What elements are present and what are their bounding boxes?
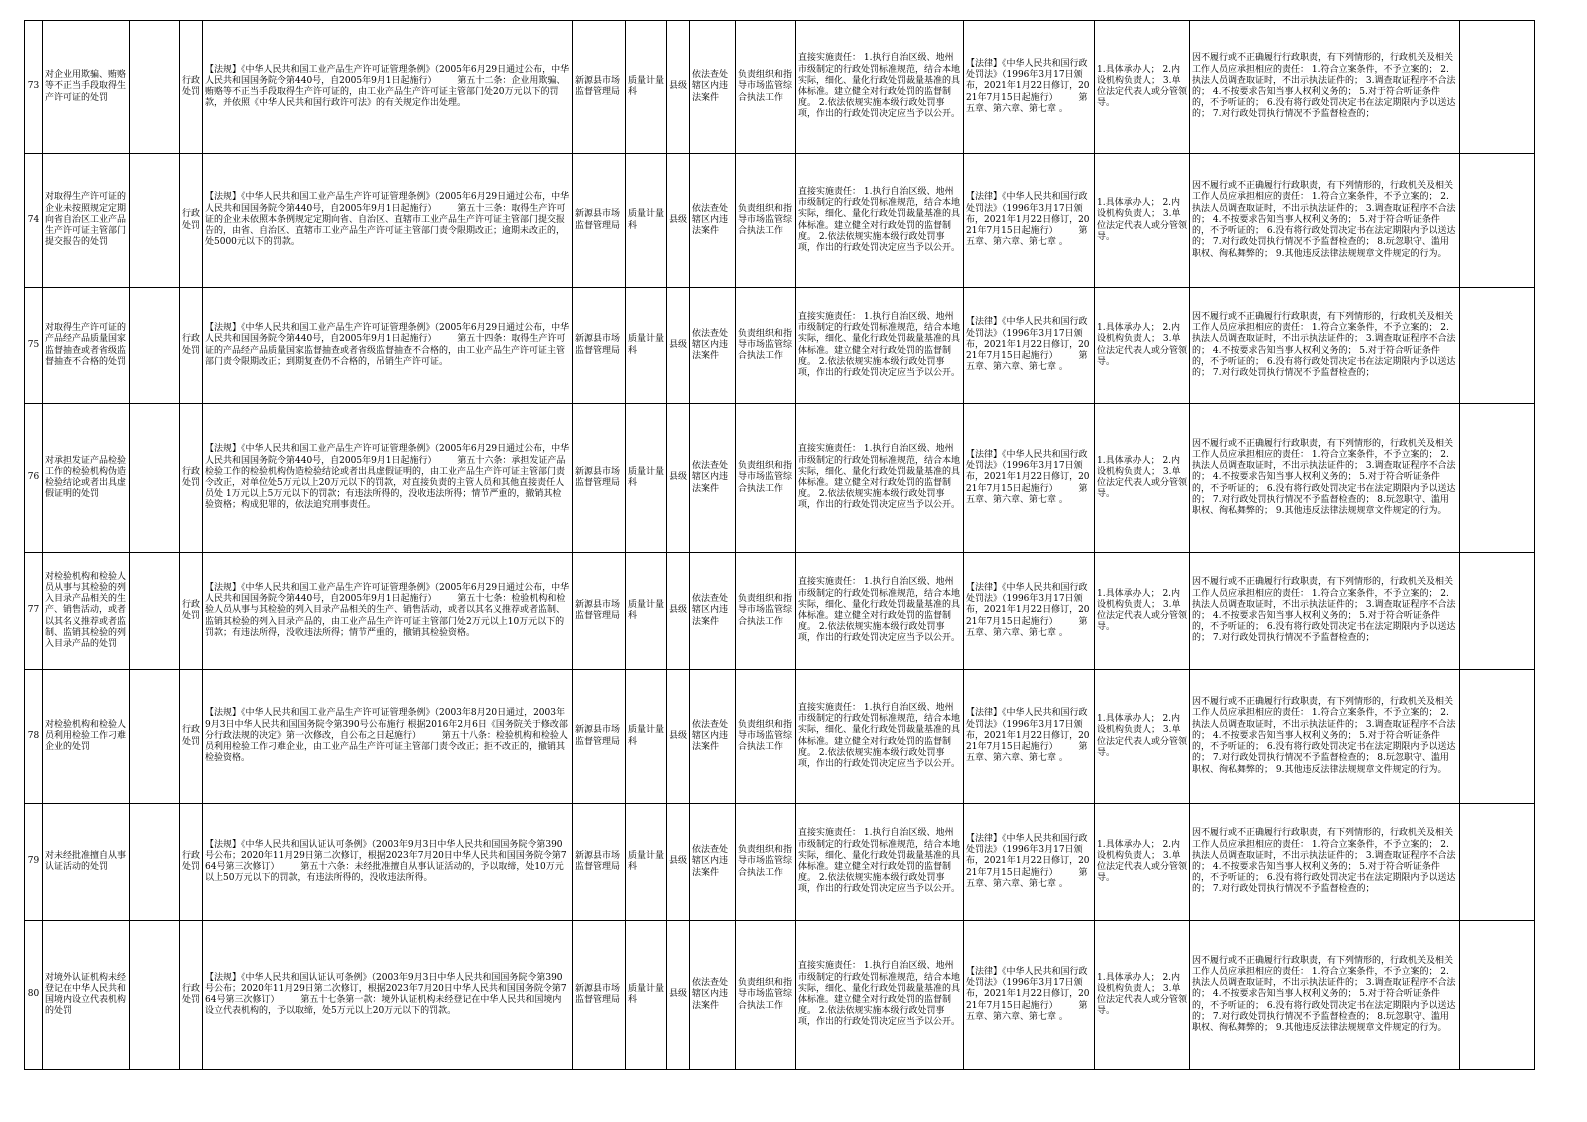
legal-basis: 【法规】《中华人民共和国工业产品生产许可证管理条例》（2005年6月29日通过公布，中华人民共和国国务院令第440号，自2005年9月1日起施行） 第五十六条：承担发证产品检验工作的检验机构伪造检验结论或者出具虚假证明的，由工业产品生产许可证主管部门责令改正，对单位处5万元以上20万元以下的罚款，对直接负责的主管人员和其他直接责任人员处 1万元以上5万元以下的罚款；有违法所得的，没收违法所得；情节严重的，撤销其检验资格；构成犯罪的，依法追究刑事责任。: [203, 404, 573, 553]
responsibility-basis: 【法律】《中华人民共和国行政处罚法》（1996年3月17日颁布，2021年1月22日修订，2021年7月15日起施行） 第五章、第六章、第七章 。: [964, 553, 1095, 670]
responsible-subject: 1.具体承办人； 2.内设机构负责人； 3.单位法定代表人或分管领导。: [1095, 154, 1190, 288]
row-number: 76: [25, 404, 43, 553]
table-row: [25, 670, 1535, 804]
sub-item: [130, 154, 180, 288]
responsible-subject: 1.具体承办人； 2.内设机构负责人； 3.单位法定代表人或分管领导。: [1095, 804, 1190, 921]
responsibility-items: 直接实施责任： 1.执行自治区级、地州市级制定的行政处罚标准规范，结合本地实际，细化、量化行政处罚裁量基准的具体标准。建立健全对行政处罚的监督制度。 2.依法依规实施本级行政处罚事项，作出的行政处罚决定应当予以公开。: [796, 670, 964, 804]
item-name: 对境外认证机构未经登记在中华人民共和国境内设立代表机构的处罚: [43, 921, 130, 1070]
responsible-department: 质量计量科: [626, 921, 667, 1070]
department-duty: 负责组织和指导市场监管综合执法工作: [736, 670, 796, 804]
power-type: 行政处罚: [180, 921, 203, 1070]
responsible-department: 质量计量科: [626, 21, 667, 154]
sub-item: [130, 288, 180, 404]
responsibility-items: 直接实施责任： 1.执行自治区级、地州市级制定的行政处罚标准规范，结合本地实际，细化、量化行政处罚裁量基准的具体标准。建立健全对行政处罚的监督制度。 2.依法依规实施本级行政处罚事项，作出的行政处罚决定应当予以公开。: [796, 21, 964, 154]
item-name: 对取得生产许可证的产品经产品质量国家监督抽查或者省级监督抽查不合格的处罚: [43, 288, 130, 404]
responsible-department: 质量计量科: [626, 288, 667, 404]
item-name: 对承担发证产品检验工作的检验机构伪造检验结论或者出具虚假证明的处罚: [43, 404, 130, 553]
responsibility-items: 直接实施责任： 1.执行自治区级、地州市级制定的行政处罚标准规范，结合本地实际，细化、量化行政处罚裁量基准的具体标准。建立健全对行政处罚的监督制度。 2.依法依规实施本级行政处罚事项，作出的行政处罚决定应当予以公开。: [796, 154, 964, 288]
sub-item: [130, 804, 180, 921]
accountability-cases: 因不履行或不正确履行行政职责，有下列情形的，行政机关及相关工作人员应承担相应的责任： 1.符合立案条件，不予立案的； 2.执法人员调查取证时，不出示执法证件的； 3.调查取证程序不合法的； 4.不按要求告知当事人权利义务的； 5.对于符合听证条件的，不予听证的； 6.没有将行政处罚决定书在法定期限内予以送达的； 7.对行政处罚执行情况不予监督检查的； 8.玩忽职守、滥用职权、徇私舞弊的； 9.其他违反法律法规规章文件规定的行为。: [1190, 404, 1460, 553]
table-row: [25, 553, 1535, 670]
implementing-body: 新源县市场监督管理局: [573, 404, 626, 553]
responsible-subject: 1.具体承办人； 2.内设机构负责人； 3.单位法定代表人或分管领导。: [1095, 921, 1190, 1070]
legal-basis: 【法规】《中华人民共和国工业产品生产许可证管理条例》（2005年6月29日通过公布，中华人民共和国国务院令第440号，自2005年9月1日起施行） 第五十四条：取得生产许可证的产品经产品质量国家监督抽查或者省级监督抽查不合格的，由工业产品生产许可证主管部门责令限期改正；到期复查仍不合格的，吊销生产许可证。: [203, 288, 573, 404]
responsible-department: 质量计量科: [626, 154, 667, 288]
sub-item: [130, 404, 180, 553]
responsible-department: 质量计量科: [626, 670, 667, 804]
enforcement-scope: 依法查处辖区内违法案件: [690, 804, 736, 921]
responsible-department: 质量计量科: [626, 553, 667, 670]
responsible-subject: 1.具体承办人； 2.内设机构负责人； 3.单位法定代表人或分管领导。: [1095, 21, 1190, 154]
legal-basis: 【法规】《中华人民共和国工业产品生产许可证管理条例》（2005年6月29日通过公布，中华人民共和国国务院令第440号，自2005年9月1日起施行） 第五十三条：取得生产许可证的企业未依照本条例规定定期向省、自治区、直辖市工业产品生产许可证主管部门提交报告的，由省、自治区、直辖市工业产品生产许可证主管部门责令限期改正；逾期未改正的，处5000元以下的罚款。: [203, 154, 573, 288]
accountability-cases: 因不履行或不正确履行行政职责，有下列情形的，行政机关及相关工作人员应承担相应的责任： 1.符合立案条件，不予立案的； 2.执法人员调查取证时，不出示执法证件的； 3.调查取证程序不合法的； 4.不按要求告知当事人权利义务的； 5.对于符合听证条件的，不予听证的； 6.没有将行政处罚决定书在法定期限内予以送达的； 7.对行政处罚执行情况不予监督检查的； 8.玩忽职守、滥用职权、徇私舞弊的； 9.其他违反法律法规规章文件规定的行为。: [1190, 670, 1460, 804]
row-number: 73: [25, 21, 43, 154]
responsibility-items: 直接实施责任： 1.执行自治区级、地州市级制定的行政处罚标准规范，结合本地实际，细化、量化行政处罚裁量基准的具体标准。建立健全对行政处罚的监督制度。 2.依法依规实施本级行政处罚事项，作出的行政处罚决定应当予以公开。: [796, 404, 964, 553]
power-type: 行政处罚: [180, 404, 203, 553]
enforcement-scope: 依法查处辖区内违法案件: [690, 921, 736, 1070]
power-type: 行政处罚: [180, 804, 203, 921]
responsible-department: 质量计量科: [626, 404, 667, 553]
department-duty: 负责组织和指导市场监管综合执法工作: [736, 154, 796, 288]
implementing-body: 新源县市场监督管理局: [573, 21, 626, 154]
responsible-subject: 1.具体承办人； 2.内设机构负责人； 3.单位法定代表人或分管领导。: [1095, 670, 1190, 804]
item-name: 对企业用欺骗、贿赂等不正当手段取得生产许可证的处罚: [43, 21, 130, 154]
responsibility-items: 直接实施责任： 1.执行自治区级、地州市级制定的行政处罚标准规范，结合本地实际，细化、量化行政处罚裁量基准的具体标准。建立健全对行政处罚的监督制度。 2.依法依规实施本级行政处罚事项，作出的行政处罚决定应当予以公开。: [796, 288, 964, 404]
implementing-body: 新源县市场监督管理局: [573, 670, 626, 804]
row-number: 78: [25, 670, 43, 804]
remarks: [1460, 154, 1535, 288]
item-name: 对检验机构和检验人员利用检验工作刁难企业的处罚: [43, 670, 130, 804]
department-duty: 负责组织和指导市场监管综合执法工作: [736, 404, 796, 553]
power-type: 行政处罚: [180, 21, 203, 154]
implementing-body: 新源县市场监督管理局: [573, 154, 626, 288]
exercise-level: 县级: [667, 404, 690, 553]
enforcement-scope: 依法查处辖区内违法案件: [690, 288, 736, 404]
responsibility-basis: 【法律】《中华人民共和国行政处罚法》（1996年3月17日颁布，2021年1月22日修订，2021年7月15日起施行） 第五章、第六章、第七章 。: [964, 804, 1095, 921]
table-row: [25, 288, 1535, 404]
exercise-level: 县级: [667, 21, 690, 154]
legal-basis: 【法规】《中华人民共和国工业产品生产许可证管理条例》（2005年6月29日通过公布，中华人民共和国国务院令第440号，自2005年9月1日起施行） 第五十七条：检验机构和检验人员从事与其检验的列入目录产品相关的生产、销售活动，或者以其名义推荐或者监制、监销其检验的列入目录产品的，由工业产品生产许可证主管部门处2万元以上10万元以下的罚款；有违法所得，没收违法所得；情节严重的，撤销其检验资格。: [203, 553, 573, 670]
enforcement-scope: 依法查处辖区内违法案件: [690, 670, 736, 804]
power-type: 行政处罚: [180, 154, 203, 288]
power-type: 行政处罚: [180, 670, 203, 804]
row-number: 79: [25, 804, 43, 921]
sub-item: [130, 553, 180, 670]
power-list-table: [24, 20, 1535, 1070]
legal-basis: 【法规】《中华人民共和国认证认可条例》（2003年9月3日中华人民共和国国务院令第390号公布；2020年11月29日第二次修订，根据2023年7月20日中华人民共和国国务院令第764号第三次修订） 第五十七条第一款：境外认证机构未经登记在中华人民共和国境内设立代表机构的，予以取缔，处5万元以上20万元以下的罚款。: [203, 921, 573, 1070]
enforcement-scope: 依法查处辖区内违法案件: [690, 404, 736, 553]
implementing-body: 新源县市场监督管理局: [573, 288, 626, 404]
exercise-level: 县级: [667, 921, 690, 1070]
exercise-level: 县级: [667, 154, 690, 288]
implementing-body: 新源县市场监督管理局: [573, 921, 626, 1070]
table-row: [25, 921, 1535, 1070]
responsible-department: 质量计量科: [626, 804, 667, 921]
sub-item: [130, 670, 180, 804]
accountability-cases: 因不履行或不正确履行行政职责，有下列情形的，行政机关及相关工作人员应承担相应的责任： 1.符合立案条件，不予立案的； 2.执法人员调查取证时，不出示执法证件的； 3.调查取证程序不合法的； 4.不按要求告知当事人权利义务的； 5.对于符合听证条件的，不予听证的； 6.没有将行政处罚决定书在法定期限内予以送达的； 7.对行政处罚执行情况不予监督检查的；: [1190, 553, 1460, 670]
department-duty: 负责组织和指导市场监管综合执法工作: [736, 921, 796, 1070]
enforcement-scope: 依法查处辖区内违法案件: [690, 553, 736, 670]
row-number: 75: [25, 288, 43, 404]
responsibility-items: 直接实施责任： 1.执行自治区级、地州市级制定的行政处罚标准规范，结合本地实际，细化、量化行政处罚裁量基准的具体标准。建立健全对行政处罚的监督制度。 2.依法依规实施本级行政处罚事项，作出的行政处罚决定应当予以公开。: [796, 553, 964, 670]
row-number: 77: [25, 553, 43, 670]
responsible-subject: 1.具体承办人； 2.内设机构负责人； 3.单位法定代表人或分管领导。: [1095, 288, 1190, 404]
responsibility-basis: 【法律】《中华人民共和国行政处罚法》（1996年3月17日颁布，2021年1月22日修订，2021年7月15日起施行） 第五章、第六章、第七章 。: [964, 921, 1095, 1070]
remarks: [1460, 921, 1535, 1070]
department-duty: 负责组织和指导市场监管综合执法工作: [736, 21, 796, 154]
item-name: 对未经批准擅自从事认证活动的处罚: [43, 804, 130, 921]
row-number: 74: [25, 154, 43, 288]
table-row: [25, 804, 1535, 921]
item-name: 对检验机构和检验人员从事与其检验的列入目录产品相关的生产、销售活动，或者以其名义推荐或者监制、监销其检验的列入目录产品的处罚: [43, 553, 130, 670]
accountability-cases: 因不履行或不正确履行行政职责，有下列情形的，行政机关及相关工作人员应承担相应的责任： 1.符合立案条件，不予立案的； 2.执法人员调查取证时，不出示执法证件的； 3.调查取证程序不合法的； 4.不按要求告知当事人权利义务的； 5.对于符合听证条件的，不予听证的； 6.没有将行政处罚决定书在法定期限内予以送达的； 7.对行政处罚执行情况不予监督检查的； 8.玩忽职守、滥用职权、徇私舞弊的； 9.其他违反法律法规规章文件规定的行为。: [1190, 154, 1460, 288]
accountability-cases: 因不履行或不正确履行行政职责，有下列情形的，行政机关及相关工作人员应承担相应的责任： 1.符合立案条件，不予立案的； 2.执法人员调查取证时，不出示执法证件的； 3.调查取证程序不合法的； 4.不按要求告知当事人权利义务的； 5.对于符合听证条件的，不予听证的； 6.没有将行政处罚决定书在法定期限内予以送达的； 7.对行政处罚执行情况不予监督检查的； 8.玩忽职守、滥用职权、徇私舞弊的； 9.其他违反法律法规规章文件规定的行为。: [1190, 921, 1460, 1070]
implementing-body: 新源县市场监督管理局: [573, 553, 626, 670]
responsibility-items: 直接实施责任： 1.执行自治区级、地州市级制定的行政处罚标准规范，结合本地实际，细化、量化行政处罚裁量基准的具体标准。建立健全对行政处罚的监督制度。 2.依法依规实施本级行政处罚事项，作出的行政处罚决定应当予以公开。: [796, 921, 964, 1070]
exercise-level: 县级: [667, 670, 690, 804]
responsible-subject: 1.具体承办人； 2.内设机构负责人； 3.单位法定代表人或分管领导。: [1095, 553, 1190, 670]
accountability-cases: 因不履行或不正确履行行政职责，有下列情形的，行政机关及相关工作人员应承担相应的责任： 1.符合立案条件，不予立案的； 2.执法人员调查取证时，不出示执法证件的； 3.调查取证程序不合法的； 4.不按要求告知当事人权利义务的； 5.对于符合听证条件的，不予听证的； 6.没有将行政处罚决定书在法定期限内予以送达的； 7.对行政处罚执行情况不予监督检查的；: [1190, 804, 1460, 921]
department-duty: 负责组织和指导市场监管综合执法工作: [736, 288, 796, 404]
responsible-subject: 1.具体承办人； 2.内设机构负责人； 3.单位法定代表人或分管领导。: [1095, 404, 1190, 553]
table-row: [25, 404, 1535, 553]
remarks: [1460, 21, 1535, 154]
responsibility-basis: 【法律】《中华人民共和国行政处罚法》（1996年3月17日颁布，2021年1月22日修订，2021年7月15日起施行） 第五章、第六章、第七章 。: [964, 21, 1095, 154]
responsibility-basis: 【法律】《中华人民共和国行政处罚法》（1996年3月17日颁布，2021年1月22日修订，2021年7月15日起施行） 第五章、第六章、第七章 。: [964, 288, 1095, 404]
remarks: [1460, 553, 1535, 670]
legal-basis: 【法规】《中华人民共和国工业产品生产许可证管理条例》（2005年6月29日通过公布，中华人民共和国国务院令第440号，自2005年9月1日起施行） 第五十二条：企业用欺骗、贿赂等不正当手段取得生产许可证的，由工业产品生产许可证主管部门处20万元以下的罚款，并依照《中华人民共和国行政许可法》的有关规定作出处理。: [203, 21, 573, 154]
responsibility-items: 直接实施责任： 1.执行自治区级、地州市级制定的行政处罚标准规范，结合本地实际，细化、量化行政处罚裁量基准的具体标准。建立健全对行政处罚的监督制度。 2.依法依规实施本级行政处罚事项，作出的行政处罚决定应当予以公开。: [796, 804, 964, 921]
legal-basis: 【法规】《中华人民共和国认证认可条例》（2003年9月3日中华人民共和国国务院令第390号公布；2020年11月29日第二次修订，根据2023年7月20日中华人民共和国国务院令第764号第三次修订） 第五十六条：未经批准擅自从事认证活动的，予以取缔，处10万元以上50万元以下的罚款，有违法所得的，没收违法所得。: [203, 804, 573, 921]
remarks: [1460, 804, 1535, 921]
implementing-body: 新源县市场监督管理局: [573, 804, 626, 921]
accountability-cases: 因不履行或不正确履行行政职责，有下列情形的，行政机关及相关工作人员应承担相应的责任： 1.符合立案条件，不予立案的； 2.执法人员调查取证时，不出示执法证件的； 3.调查取证程序不合法的； 4.不按要求告知当事人权利义务的； 5.对于符合听证条件的，不予听证的； 6.没有将行政处罚决定书在法定期限内予以送达的； 7.对行政处罚执行情况不予监督检查的；: [1190, 21, 1460, 154]
accountability-cases: 因不履行或不正确履行行政职责，有下列情形的，行政机关及相关工作人员应承担相应的责任： 1.符合立案条件，不予立案的； 2.执法人员调查取证时，不出示执法证件的； 3.调查取证程序不合法的； 4.不按要求告知当事人权利义务的； 5.对于符合听证条件的，不予听证的； 6.没有将行政处罚决定书在法定期限内予以送达的； 7.对行政处罚执行情况不予监督检查的；: [1190, 288, 1460, 404]
table-body: [25, 21, 1535, 1070]
remarks: [1460, 288, 1535, 404]
remarks: [1460, 404, 1535, 553]
department-duty: 负责组织和指导市场监管综合执法工作: [736, 553, 796, 670]
responsibility-basis: 【法律】《中华人民共和国行政处罚法》（1996年3月17日颁布，2021年1月22日修订，2021年7月15日起施行） 第五章、第六章、第七章 。: [964, 154, 1095, 288]
table-row: [25, 21, 1535, 154]
exercise-level: 县级: [667, 553, 690, 670]
exercise-level: 县级: [667, 288, 690, 404]
sub-item: [130, 21, 180, 154]
responsibility-basis: 【法律】《中华人民共和国行政处罚法》（1996年3月17日颁布，2021年1月22日修订，2021年7月15日起施行） 第五章、第六章、第七章 。: [964, 404, 1095, 553]
responsibility-basis: 【法律】《中华人民共和国行政处罚法》（1996年3月17日颁布，2021年1月22日修订，2021年7月15日起施行） 第五章、第六章、第七章 。: [964, 670, 1095, 804]
enforcement-scope: 依法查处辖区内违法案件: [690, 154, 736, 288]
row-number: 80: [25, 921, 43, 1070]
enforcement-scope: 依法查处辖区内违法案件: [690, 21, 736, 154]
legal-basis: 【法规】《中华人民共和国工业产品生产许可证管理条例》（2003年8月20日通过，2003年9月3日中华人民共和国国务院令第390号公布施行 根据2016年2月6日《国务院关于修改部分行政法规的决定》第一次修改，自公布之日起施行） 第五十八条：检验机构和检验人员利用检验工作刁难企业，由工业产品生产许可证主管部门责令改正；拒不改正的，撤销其检验资格。: [203, 670, 573, 804]
table-row: [25, 154, 1535, 288]
sub-item: [130, 921, 180, 1070]
item-name: 对取得生产许可证的企业未按照规定定期向省自治区工业产品生产许可证主管部门提交报告的处罚: [43, 154, 130, 288]
power-type: 行政处罚: [180, 553, 203, 670]
remarks: [1460, 670, 1535, 804]
department-duty: 负责组织和指导市场监管综合执法工作: [736, 804, 796, 921]
exercise-level: 县级: [667, 804, 690, 921]
power-type: 行政处罚: [180, 288, 203, 404]
